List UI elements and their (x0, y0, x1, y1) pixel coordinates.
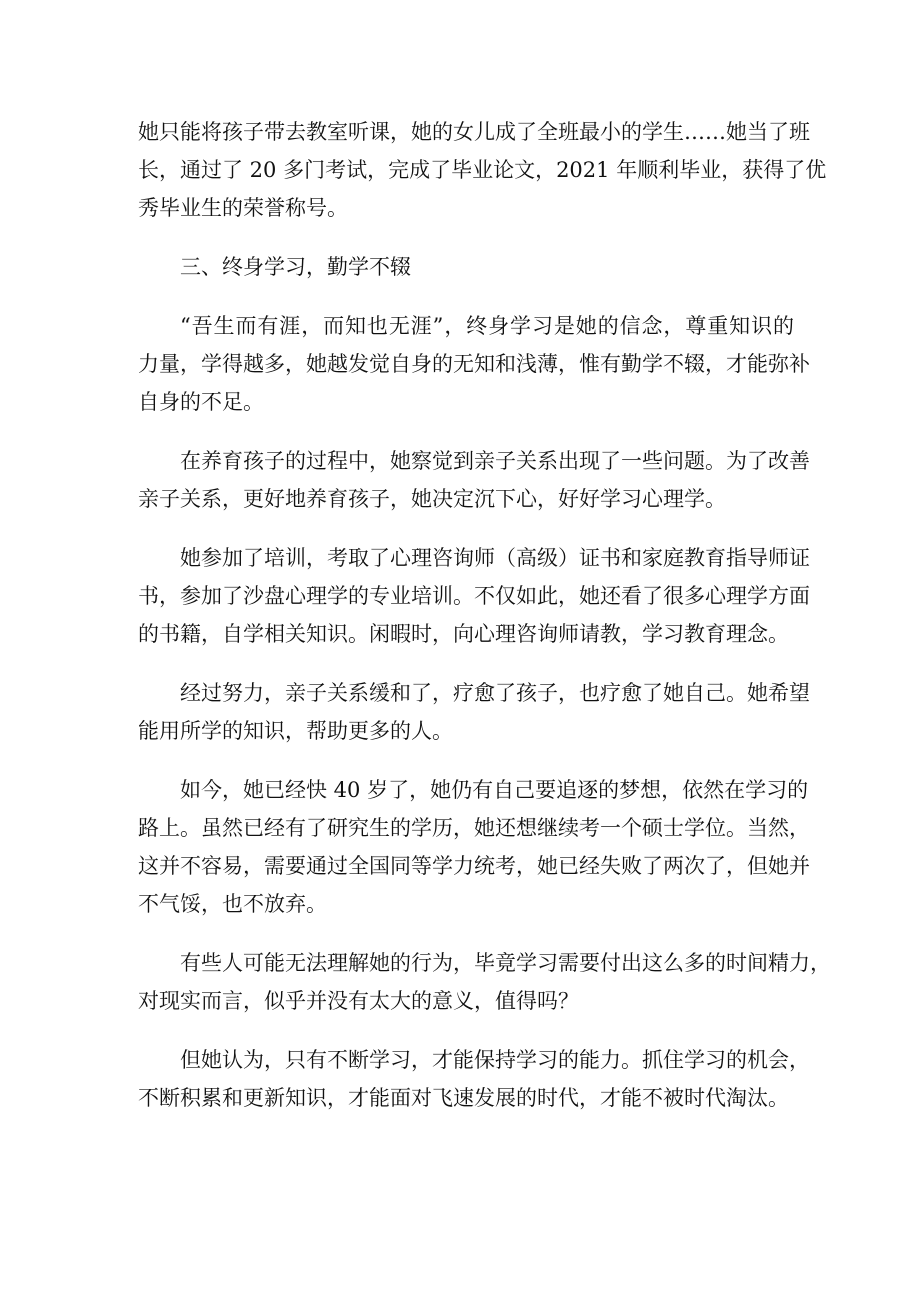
paragraph (138, 1041, 810, 1117)
section-heading-text: 三、终身学习，勤学不辍 (180, 255, 411, 279)
text-line: 亲子关系，更好地养育孩子，她决定沉下心，好好学习心理学。 (138, 487, 726, 511)
document-body (138, 113, 831, 1138)
text-line: 秀毕业生的荣誉称号。 (138, 196, 348, 220)
text-line: 能用所学的知识，帮助更多的人。 (138, 719, 453, 743)
text-line: “吾生而有涯，而知也无涯”，终身学习是她的信念，尊重知识的 (180, 314, 794, 338)
text-line: 她只能将孩子带去教室听课，她的女儿成了全班最小的学生……她当了班 (138, 120, 810, 144)
text-line: 对现实而言，似乎并没有太大的意义，值得吗？ (138, 989, 579, 1013)
text-line: 她参加了培训，考取了心理咨询师（高级）证书和家庭教育指导师证 (180, 546, 810, 570)
text-line: 力量，学得越多，她越发觉自身的无知和浅薄，惟有勤学不辍，才能弥补 (138, 352, 810, 376)
text-line: 在养育孩子的过程中，她察觉到亲子关系出现了一些问题。为了改善 (180, 449, 810, 473)
paragraph (138, 944, 831, 1020)
text-line: 不气馁，也不放弃。 (138, 892, 327, 916)
text-line: 经过努力，亲子关系缓和了，疗愈了孩子，也疗愈了她自己。她希望 (180, 681, 810, 705)
paragraph (138, 771, 810, 923)
section-heading (138, 248, 794, 286)
paragraph (138, 674, 810, 750)
text-line: 有些人可能无法理解她的行为，毕竟学习需要付出这么多的时间精力， (180, 951, 831, 975)
text-line: 不断积累和更新知识，才能面对飞速发展的时代，才能不被时代淘汰。 (138, 1086, 789, 1110)
text-line: 路上。虽然已经有了研究生的学历，她还想继续考一个硕士学位。当然， (138, 816, 810, 840)
text-line: 如今，她已经快 40 岁了，她仍有自己要追逐的梦想，依然在学习的 (180, 778, 809, 802)
text-line: 但她认为，只有不断学习，才能保持学习的能力。抓住学习的机会， (180, 1048, 810, 1072)
text-line: 的书籍，自学相关知识。闲暇时，向心理咨询师请教，学习教育理念。 (138, 622, 789, 646)
paragraph (138, 539, 810, 653)
text-line: 长，通过了 20 多门考试，完成了毕业论文，2021 年顺利毕业，获得了优 (138, 158, 827, 182)
paragraph (138, 113, 827, 227)
paragraph (138, 442, 810, 518)
text-line: 这并不容易，需要通过全国同等学力统考，她已经失败了两次了，但她并 (138, 854, 810, 878)
text-line: 书，参加了沙盘心理学的专业培训。不仅如此，她还看了很多心理学方面 (138, 584, 810, 608)
paragraph (138, 307, 810, 421)
text-line: 自身的不足。 (138, 390, 264, 414)
